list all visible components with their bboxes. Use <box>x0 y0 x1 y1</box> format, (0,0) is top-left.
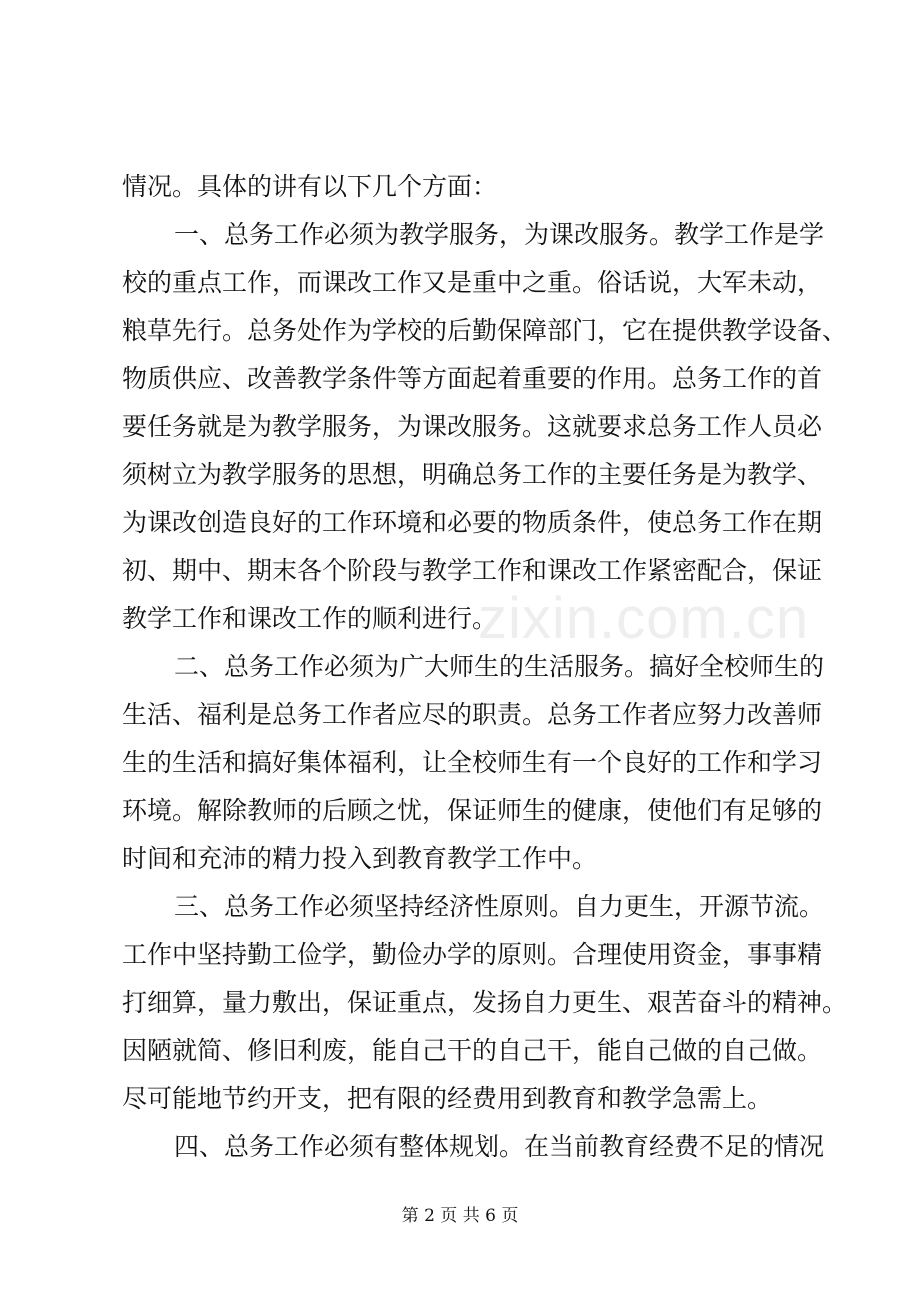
text-line: 环境。解除教师的后顾之忧，保证师生的健康，使他们有足够的 <box>122 796 823 825</box>
text-line: 教学工作和课改工作的顺利进行。 <box>122 604 498 633</box>
text-line: 情况。具体的讲有以下几个方面： <box>122 172 498 201</box>
text-line: 粮草先行。总务处作为学校的后勤保障部门，它在提供教学设备、 <box>122 316 848 345</box>
paragraph-start-line: 一、总务工作必须为教学服务，为课改服务。教学工作是学 <box>174 220 825 249</box>
text-line: 要任务就是为教学服务，为课改服务。这就要求总务工作人员必 <box>122 412 823 441</box>
watermark: zixin.com.cn <box>478 586 810 651</box>
text-line: 因陋就简、修旧利废，能自己干的自己干，能自己做的自己做。 <box>122 1036 823 1065</box>
text-line: 打细算，量力敷出，保证重点，发扬自力更生、艰苦奋斗的精神。 <box>122 988 848 1017</box>
text-line: 生活、福利是总务工作者应尽的职责。总务工作者应努力改善师 <box>122 700 823 729</box>
paragraph-start-line: 四、总务工作必须有整体规划。在当前教育经费不足的情况 <box>174 1132 825 1161</box>
page-footer: 第 2 页 共 6 页 <box>401 1206 519 1226</box>
text-line: 为课改创造良好的工作环境和必要的物质条件，使总务工作在期 <box>122 508 823 537</box>
text-line: 须树立为教学服务的思想，明确总务工作的主要任务是为教学、 <box>122 460 823 489</box>
paragraph-start-line: 三、总务工作必须坚持经济性原则。自力更生，开源节流。 <box>174 892 825 921</box>
text-line: 工作中坚持勤工俭学，勤俭办学的原则。合理使用资金，事事精 <box>122 940 823 969</box>
text-line: 尽可能地节约开支，把有限的经费用到教育和教学急需上。 <box>122 1084 773 1113</box>
text-line: 生的生活和搞好集体福利，让全校师生有一个良好的工作和学习 <box>122 748 823 777</box>
text-line: 物质供应、改善教学条件等方面起着重要的作用。总务工作的首 <box>122 364 823 393</box>
paragraph-start-line: 二、总务工作必须为广大师生的生活服务。搞好全校师生的 <box>174 652 825 681</box>
text-line: 时间和充沛的精力投入到教育教学工作中。 <box>122 844 598 873</box>
text-line: 校的重点工作，而课改工作又是重中之重。俗话说，大军未动， <box>122 268 823 297</box>
text-line: 初、期中、期末各个阶段与教学工作和课改工作紧密配合，保证 <box>122 556 823 585</box>
